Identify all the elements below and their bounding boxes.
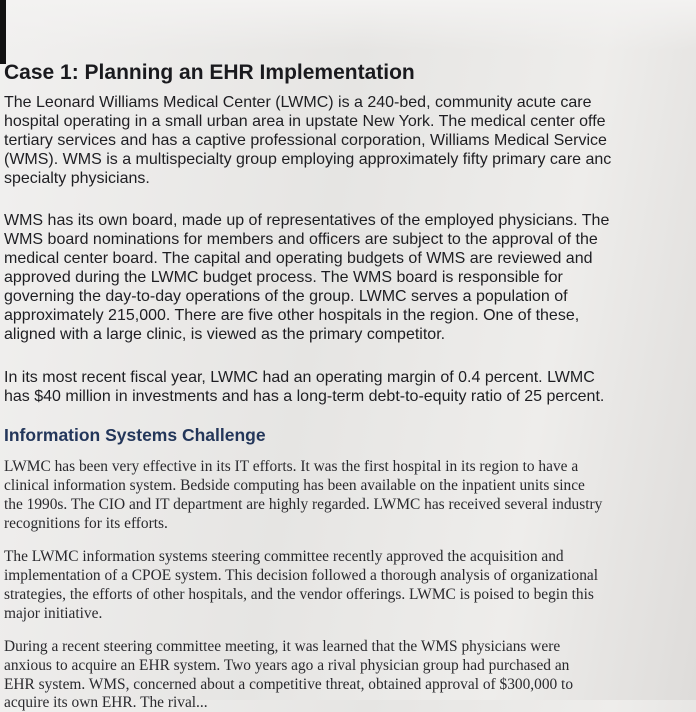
- page-left-edge-mark: [0, 0, 6, 64]
- ehr-line-1: During a recent steering committee meeting, it was learned that the WMS physicians were: [4, 638, 561, 655]
- board-line-5: governing the day-to-day operations of the group. LWMC serves a population of: [4, 288, 568, 305]
- board-line-3: medical center board. The capital and operating budgets of WMS are reviewed and: [4, 250, 593, 267]
- it-line-2: clinical information system. Bedside computing has been available on the inpatient units since: [4, 477, 585, 494]
- intro-line-4: (WMS). WMS is a multispecialty group employing approximately fifty primary care anc: [4, 151, 612, 168]
- intro-line-3: tertiary services and has a captive professional corporation, Williams Medical Service: [4, 132, 607, 149]
- board-line-4: approved during the LWMC budget process. The WMS board is responsible for: [4, 269, 563, 286]
- section-heading: Information Systems Challenge: [4, 425, 266, 445]
- ehr-line-4: acquire its own EHR. The rival...: [4, 694, 208, 711]
- it-line-1: LWMC has been very effective in its IT efforts. It was the first hospital in its region to have a: [4, 458, 579, 475]
- board-line-6: approximately 215,000. There are five other hospitals in the region. One of these,: [4, 307, 580, 324]
- intro-line-1: The Leonard Williams Medical Center (LWMC) is a 240-bed, community acute care: [4, 94, 592, 111]
- cpoe-line-4: major initiative.: [4, 605, 103, 622]
- ehr-line-2: anxious to acquire an EHR system. Two years ago a rival physician group had purchased an: [4, 657, 570, 674]
- it-line-3: the 1990s. The CIO and IT department are highly regarded. LWMC has received several industry: [4, 496, 603, 513]
- intro-line-2: hospital operating in a small urban area in upstate New York. The medical center offe: [4, 113, 606, 130]
- board-line-2: WMS board nominations for members and officers are subject to the approval of the: [4, 231, 598, 248]
- ehr-line-3: EHR system. WMS, concerned about a competitive threat, obtained approval of $300,000 to: [4, 676, 574, 693]
- cpoe-line-2: implementation of a CPOE system. This decision followed a thorough analysis of organizational: [4, 567, 599, 584]
- cpoe-line-1: The LWMC information systems steering committee recently approved the acquisition and: [4, 548, 564, 565]
- board-line-7: aligned with a large clinic, is viewed as the primary competitor.: [4, 326, 446, 343]
- page-title: Case 1: Planning an EHR Implementation: [4, 61, 415, 84]
- page-top-shading: [0, 0, 696, 50]
- cpoe-line-3: strategies, the efforts of other hospitals, and the vendor offerings. LWMC is poised to begin this: [4, 586, 594, 603]
- finance-line-2: has $40 million in investments and has a long-term debt-to-equity ratio of 25 percent.: [4, 388, 605, 405]
- it-line-4: recognitions for its efforts.: [4, 515, 168, 532]
- finance-line-1: In its most recent fiscal year, LWMC had an operating margin of 0.4 percent. LWMC: [4, 369, 595, 386]
- intro-line-5: specialty physicians.: [4, 170, 150, 187]
- board-line-1: WMS has its own board, made up of representatives of the employed physicians. The: [4, 212, 610, 229]
